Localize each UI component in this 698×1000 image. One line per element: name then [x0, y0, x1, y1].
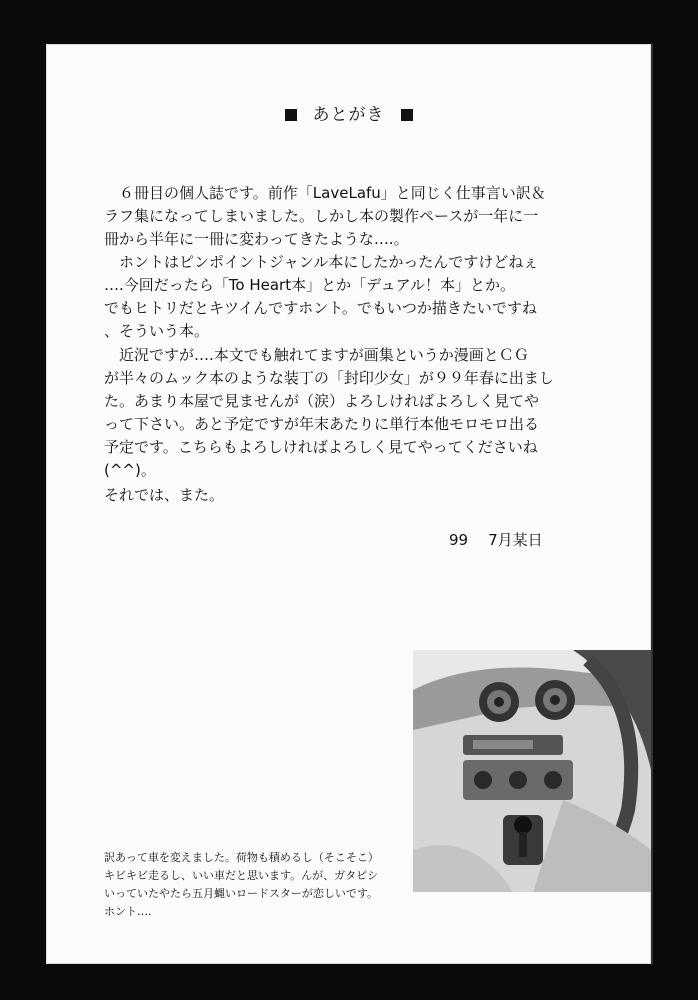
text-line: 予定です。こちらもよろしければよろしく見てやってくださいね [104, 438, 538, 456]
closing-line [104, 484, 604, 507]
caption-line: キビキビ走るし、いい車だと思います。んが、ガタピシ [104, 869, 379, 882]
date-line [449, 529, 543, 550]
date-day: 7月某日 [488, 531, 543, 549]
title-text: あとがき [312, 105, 385, 125]
date-year: 99 [449, 531, 469, 549]
caption-line: 訳あって車を変えました。荷物も積めるし（そこそこ） [104, 851, 379, 864]
text-line: ….今回だったら「To Heart本」とか「デュアル！本」とか。 [104, 276, 516, 294]
text-line: (^^)。 [104, 461, 156, 479]
text-line: が半々のムック本のような装丁の「封印少女」が９９年春に出まし [104, 369, 554, 387]
square-bullet-icon [401, 109, 413, 121]
paragraph-2 [104, 344, 604, 482]
caption-line: いっていたやたら五月蝿いロードスターが恋しいです。 [104, 887, 379, 900]
text-line: って下さい。あと予定ですが年末あたりに単行本他モロモロ出る [104, 415, 540, 433]
text-line: ホントはピンポイントジャンル本にしたかったんですけどねぇ [104, 253, 539, 271]
caption-line: ホント…. [104, 905, 152, 918]
text-line: 冊から半年に一冊に変わってきたような….。 [104, 230, 409, 248]
text-line: ラフ集になってしまいました。しかし本の製作ペースが一年に一 [104, 207, 539, 225]
square-bullet-icon [285, 109, 297, 121]
photo-caption [104, 849, 379, 921]
text-line: た。あまり本屋で見ませんが（涙）よろしければよろしく見てや [104, 392, 540, 410]
page-edge [651, 44, 653, 964]
text-line: それでは、また。 [104, 486, 225, 504]
text-line: でもヒトリだとキツイんですホント。でもいつか描きたいですね [104, 299, 537, 317]
text-line: 、そういう本。 [104, 322, 210, 340]
paragraph-1 [104, 182, 604, 343]
text-line: ６冊目の個人誌です。前作「LaveLafu」と同じく仕事言い訳＆ [104, 184, 546, 202]
page [46, 44, 651, 964]
page-title [46, 100, 651, 125]
car-interior-illustration [413, 650, 651, 892]
text-line: 近況ですが….本文でも触れてますが画集というか漫画とＣＧ [104, 346, 529, 364]
car-interior-photo [413, 650, 651, 892]
